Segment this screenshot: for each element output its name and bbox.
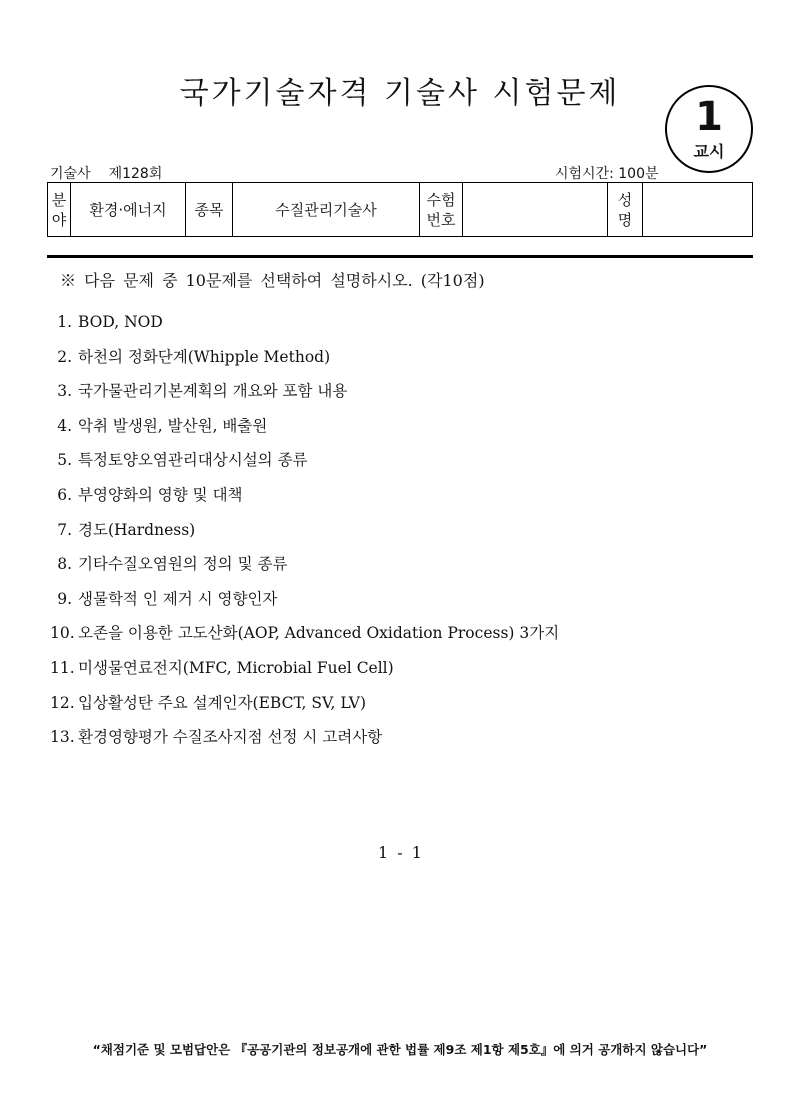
exam-round: 제128회 — [108, 166, 163, 182]
field-label — [48, 183, 71, 237]
name-label-line1: 성 — [617, 190, 633, 209]
question-item — [50, 381, 770, 416]
question-item — [50, 589, 770, 624]
question-text: 특정토양오염관리대상시설의 종류 — [78, 451, 308, 470]
field-label-line2: 야 — [51, 210, 67, 229]
question-item — [50, 520, 770, 555]
question-item — [50, 450, 770, 485]
question-number: 4. — [57, 416, 72, 435]
question-text: BOD, NOD — [78, 313, 163, 331]
session-label: 교시 — [693, 142, 725, 161]
field-label-line1: 분 — [51, 190, 67, 209]
question-text: 기타수질오염원의 정의 및 종류 — [78, 555, 288, 574]
question-item — [50, 693, 770, 728]
question-text: 환경영향평가 수질조사지점 선정 시 고려사항 — [78, 728, 383, 747]
session-badge — [665, 85, 753, 173]
name-label-line2: 명 — [617, 210, 633, 229]
exam-info-table — [47, 182, 753, 237]
question-text: 부영양화의 영향 및 대책 — [78, 485, 243, 504]
session-number: 1 — [695, 94, 723, 140]
page-number: 1 - 1 — [378, 843, 422, 862]
question-number: 6. — [57, 485, 72, 504]
question-item — [50, 485, 770, 520]
footer-notice: “채점기준 및 모범답안은 『공공기관의 정보공개에 관한 법률 제9조 제1항 제5호』에 의거 공개하지 않습니다” — [92, 1042, 708, 1057]
question-text: 악취 발생원, 발산원, 배출원 — [78, 416, 268, 435]
question-item — [50, 727, 770, 762]
question-item — [50, 347, 770, 382]
question-text: 생물학적 인 제거 시 영향인자 — [78, 589, 278, 608]
exam-number-label-line2: 번호 — [426, 210, 456, 229]
question-item — [50, 658, 770, 693]
question-number: 10. — [50, 624, 75, 643]
question-number: 13. — [50, 728, 75, 747]
divider — [47, 255, 753, 258]
exam-time: 시험시간: 100분 — [555, 166, 659, 182]
question-text: 미생물연료전지(MFC, Microbial Fuel Cell) — [78, 658, 394, 677]
field-value: 환경·에너지 — [71, 183, 186, 237]
name-label — [608, 183, 643, 237]
category-label: 종목 — [186, 183, 233, 237]
question-list — [50, 312, 770, 762]
question-item — [50, 554, 770, 589]
question-number: 2. — [57, 347, 72, 366]
question-number: 7. — [57, 520, 72, 539]
exam-type: 기술사 — [50, 166, 91, 182]
exam-number-label — [420, 183, 463, 237]
category-value: 수질관리기술사 — [233, 183, 420, 237]
page-title: 국가기술자격 기술사 시험문제 — [179, 76, 621, 111]
question-item — [50, 312, 770, 347]
name-field[interactable] — [643, 183, 753, 237]
question-number: 1. — [57, 313, 72, 331]
question-number: 9. — [57, 589, 72, 608]
question-text: 하천의 정화단계(Whipple Method) — [78, 347, 331, 366]
question-number: 8. — [57, 555, 72, 574]
exam-meta — [50, 163, 162, 183]
question-number: 11. — [50, 658, 75, 677]
question-item — [50, 623, 770, 658]
exam-number-label-line1: 수험 — [426, 190, 456, 209]
question-number: 5. — [57, 451, 72, 470]
question-text: 경도(Hardness) — [78, 520, 196, 539]
question-number: 12. — [50, 693, 75, 712]
question-item — [50, 416, 770, 451]
instruction: ※ 다음 문제 중 10문제를 선택하여 설명하시오. (각10점) — [60, 271, 485, 290]
question-text: 입상활성탄 주요 설계인자(EBCT, SV, LV) — [78, 693, 367, 712]
question-number: 3. — [57, 382, 72, 401]
exam-number-field[interactable] — [463, 183, 608, 237]
question-text: 국가물관리기본계획의 개요와 포함 내용 — [78, 382, 348, 401]
question-text: 오존을 이용한 고도산화(AOP, Advanced Oxidation Process) 3가지 — [78, 624, 560, 643]
